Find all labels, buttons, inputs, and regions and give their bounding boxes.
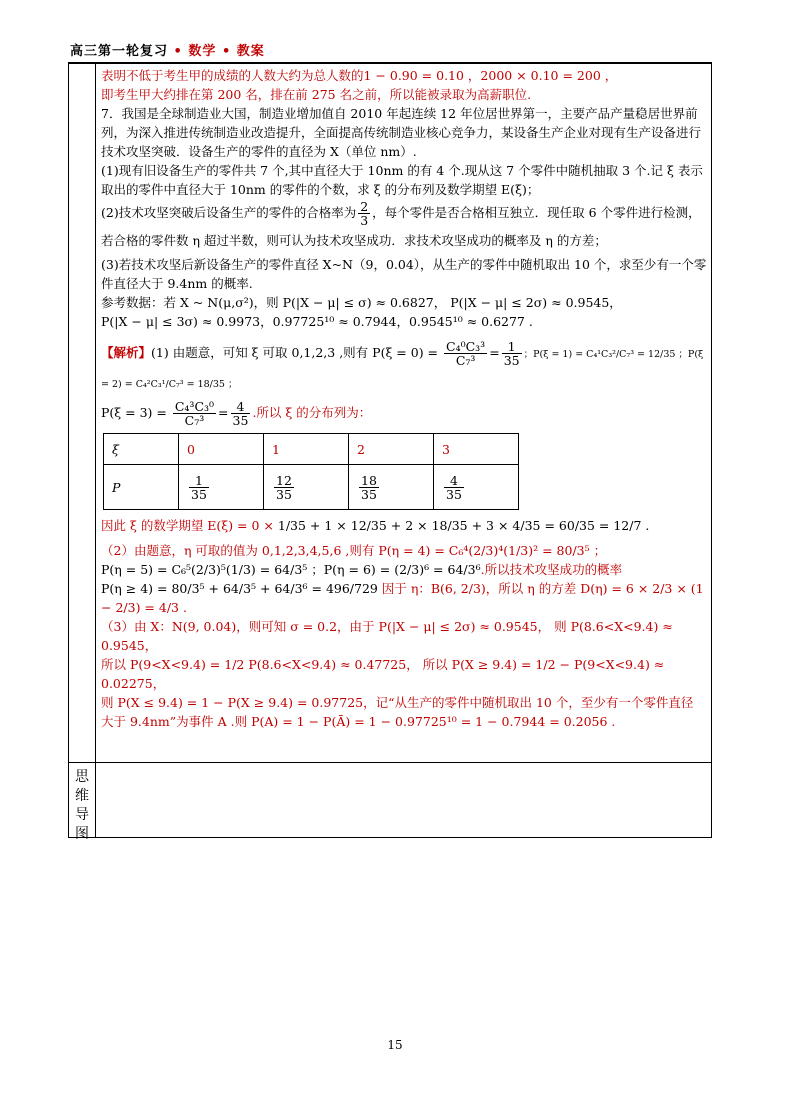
reference-data-2: P(|X − μ| ≤ 3σ) ≈ 0.9973，0.97725¹⁰ ≈ 0.7944，0.9545¹⁰ ≈ 0.6277 . <box>101 314 533 329</box>
header-course: 高三第一轮复习 <box>70 44 169 59</box>
solution-1-lead: (1) 由题意，可知 ξ 可取 0,1,2,3 ,则有 P(ξ = 0) = <box>151 345 439 360</box>
expectation-tail: = 60/35 = 12/7 . <box>544 518 650 533</box>
p3-line: P(ξ = 3) = $\frac{\text{C₄³C₃⁰}}{\text{C₇³}}$ = $\frac{4}{35}$ .所以 ξ 的分布列为： <box>101 399 372 428</box>
intro-line-1: 表明不低于考生甲的成绩的人数大约为总人数的1 − 0.90 = 0.10 ，2000 × 0.10 = 200 ， <box>101 68 618 83</box>
solution-2-line-2 <box>101 560 707 579</box>
solution-2-line-3 <box>101 579 707 617</box>
solution-3-line-4: 大于 9.4nm”为事件 A .则 P(A) = 1 − P(Ā) = 1 − 0.97725¹⁰ = 1 − 0.7944 = 0.2056 . <box>101 714 616 729</box>
table-row <box>104 434 519 465</box>
side-char-1: 思 <box>75 769 89 785</box>
p0-formula: $\frac{\text{C₄⁰C₃³}}{\text{C₇³}}$ <box>446 339 486 368</box>
column-divider <box>95 64 96 838</box>
distribution-lead: .所以 ξ 的分布列为： <box>252 405 372 420</box>
success-probability: P(η ≥ 4) = 80/3⁵ + 64/3⁵ + 64/3⁶ = 496/729 <box>101 581 378 596</box>
page-header <box>70 40 730 59</box>
p3-value: $\frac{4}{35}$ <box>232 399 249 428</box>
solution-2-line-1: （2）由题意，η 可取的值为 0,1,2,3,4,5,6 ,则有 P(η = 4) = C₆⁴(2/3)⁴(1/3)² = 80/3⁵ ； <box>101 543 607 558</box>
side-char-3: 导 <box>75 807 89 823</box>
table-cell-xi: 0 <box>179 434 264 465</box>
table-cell-xi: 1 <box>264 434 349 465</box>
table-head-xi: ξ <box>104 434 179 465</box>
distribution-table <box>103 433 519 510</box>
table-cell-p: $\frac{18}{35}$ <box>349 465 434 510</box>
mind-map-label <box>70 768 94 844</box>
solution-3-line-2: 所以 P(9<X<9.4) = 1/2 P(8.6<X<9.4) ≈ 0.47725， 所以 P(X ≥ 9.4) = 1/2 − P(9<X<9.4) ≈ 0.02275， <box>101 657 665 691</box>
question-2 <box>101 199 707 255</box>
p3-lead: P(ξ = 3) = <box>101 405 167 420</box>
table-cell-p: $\frac{12}{35}$ <box>264 465 349 510</box>
expectation-term: 4/35 <box>512 518 541 533</box>
expectation-term: 12/35 <box>350 518 387 533</box>
table-row <box>104 465 519 510</box>
question-1: (1)现有旧设备生产的零件共 7 个,其中直径大于 10nm 的有 4 个.现从这 7 个零件中随机抽取 3 个.记 ξ 表示取出的零件中直径大于 10nm 的零件的个数，求 ξ 的分布列及数学期望 E(ξ)； <box>101 163 703 197</box>
expectation-line: 因此 ξ 的数学期望 E(ξ) = 0 × 1/35 + 1 × 12/35 + 2 × 18/35 + 3 × 4/35 = 60/35 = 12/7 . <box>101 518 650 533</box>
variance-line: 因于 η：B(6, 2/3)，所以 η 的方差 D(η) = 6 × 2/3 × (1 − 2/3) = 4/3 . <box>101 581 704 615</box>
table-head-p: P <box>104 465 179 510</box>
table-cell-p: $\frac{4}{35}$ <box>434 465 519 510</box>
solution-tag: 【解析】 <box>101 345 152 360</box>
problem-stem: 7．我国是全球制造业大国，制造业增加值自 2010 年起连续 12 年位居世界第一，主要产品产量稳居世界前列，为深入推进传统制造业改造提升，全面提高传统制造业核心竞争力，某设备生产企业对现有生产设备进行技术攻坚突破．设备生产的零件的直径为 X（单位 nm）. <box>101 106 702 159</box>
header-dot-2: • <box>221 44 232 59</box>
header-dot-1: • <box>173 44 183 59</box>
p0-value: $\frac{1}{35}$ <box>503 339 520 368</box>
expectation-term: 18/35 <box>431 518 468 533</box>
p1-p2-formulas: ；P(ξ = 1) = C₄¹C₃²/C₇³ = 12/35 ；P(ξ = 2) = C₄²C₃¹/C₇³ = 18/35 ； <box>101 349 704 390</box>
side-char-4: 图 <box>75 826 89 842</box>
p-eta-5-6: P(η = 5) = C₆⁵(2/3)⁵(1/3) = 64/3⁵ ；P(η = 6) = (2/3)⁶ = 64/3⁶ <box>101 562 481 577</box>
table-cell-xi: 2 <box>349 434 434 465</box>
p3-formula: $\frac{\text{C₄³C₃⁰}}{\text{C₇³}}$ <box>174 399 215 428</box>
intro-line-2: 即考生甲大约排在第 200 名，排在前 275 名之前，所以能被录取为高薪职位. <box>101 87 532 102</box>
lesson-content <box>101 66 707 731</box>
question-2-tail: ，每个零件是否合格相互独立．现任取 6 个零件进行检测，若合格的零件数 η 超过半数，则可认为技术攻坚成功．求技术攻坚成功的概率及 η 的方差； <box>101 205 701 248</box>
expectation-term: 1/35 <box>277 518 306 533</box>
pass-rate-fraction: $\frac{2}{3}$ <box>360 199 369 228</box>
reference-data-1: 参考数据：若 X ~ N(μ,σ²)，则 P(|X − μ| ≤ σ) ≈ 0.6827， P(|X − μ| ≤ 2σ) ≈ 0.9545， <box>101 295 622 310</box>
table-cell-xi: 3 <box>434 434 519 465</box>
row-divider <box>68 762 712 763</box>
table-cell-p: $\frac{1}{35}$ <box>179 465 264 510</box>
header-type: 教案 <box>236 44 265 59</box>
expectation-lead: 因此 ξ 的数学期望 E(ξ) = 0 × <box>101 518 274 533</box>
side-char-2: 维 <box>75 788 89 804</box>
solution-3-line-1: （3）由 X：N(9, 0.04)，则可知 σ = 0.2，由于 P(|X − μ| ≤ 2σ) ≈ 0.9545， 则 P(8.6<X<9.4) ≈ 0.9545， <box>101 619 673 653</box>
success-probability-lead: .所以技术攻坚成功的概率 <box>480 562 623 577</box>
question-2-lead: (2)技术攻坚突破后设备生产的零件的合格率为 <box>101 205 357 220</box>
page-number: 15 <box>387 1038 403 1052</box>
question-3: (3)若技术攻坚后新设备生产的零件直径 X~N（9，0.04），从生产的零件中随机取出 10 个，求至少有一个零件直径大于 9.4nm 的概率. <box>101 257 707 291</box>
solution-part-1: 【解析】(1) 由题意，可知 ξ 可取 0,1,2,3 ,则有 P(ξ = 0) = $\frac{\text{C₄⁰C₃³}}{\text{C₇³}}$ = $\frac{1}{35}$ ；P(ξ = 1) = C₄¹C₃²/C₇³ = 12/35 ；P(ξ = 2) = C₄²C₃¹/C₇³ = 18/35 ； <box>101 339 704 390</box>
solution-3-line-3: 则 P(X ≤ 9.4) = 1 − P(X ≥ 9.4) = 0.97725，记“从生产的零件中随机取出 10 个，至少有一个零件直径 <box>101 695 694 710</box>
header-subject: 数学 <box>188 44 217 59</box>
